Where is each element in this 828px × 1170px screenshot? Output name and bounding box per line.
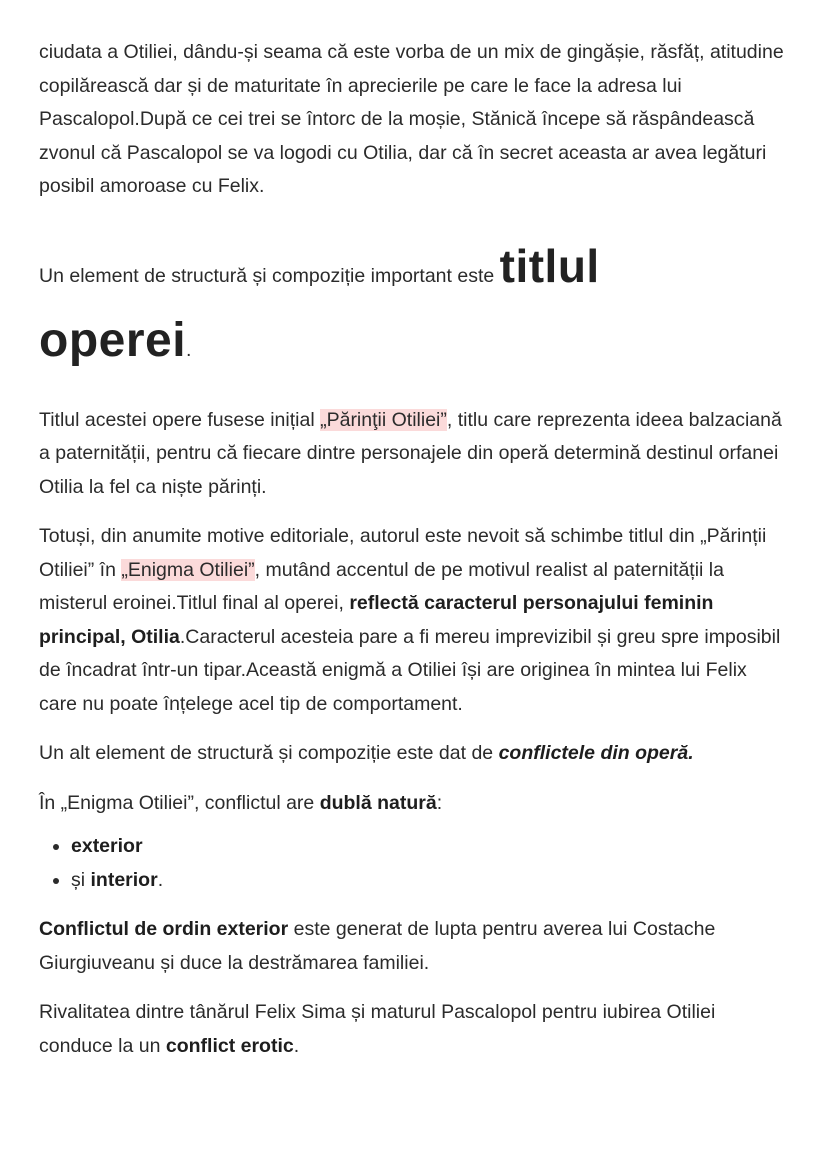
highlighted-title: „Părinţii Otiliei” [320, 408, 447, 431]
text-span: În „Enigma Otiliei”, conflictul are [39, 791, 320, 814]
text-span: și [71, 868, 91, 891]
list-item [71, 830, 788, 864]
text-span: Un alt element de structură și compoziție este dat de [39, 742, 499, 764]
text-span: Rivalitatea dintre tânărul Felix Sima și maturul Pascalopol pentru iubirea Otiliei conduce la un [39, 1001, 716, 1057]
text-span: Titlul acestei opere fusese inițial [39, 408, 321, 431]
text-span: Totuși, din anumite motive editoriale, autorul este nevoit să schimbe titlul din „Părinții Otiliei” în [39, 525, 767, 581]
heading-big-word-1: titlul [499, 239, 600, 292]
paragraph-title-origin [39, 404, 788, 505]
text-span: . [293, 1034, 300, 1057]
highlighted-title: „Enigma Otiliei” [121, 558, 255, 581]
bold-text: dublă natură [319, 791, 437, 814]
text-span: , titlu care reprezenta ideea balzaciană a paternității, pentru că fiecare dintre personajele din operă determină destinul orfanei Otilia la fel ca niște părinți. [39, 408, 782, 498]
paragraph-conflicts [39, 737, 788, 771]
bold-text: interior [90, 868, 158, 891]
bold-text: Conflictul de ordin exterior [39, 918, 289, 940]
heading-big-word-2: operei [39, 313, 187, 367]
paragraph-title-change [39, 520, 788, 721]
bold-text: conflict erotic [165, 1034, 294, 1057]
text-span: . [157, 868, 164, 891]
heading-period: . [186, 338, 192, 361]
paragraph-erotic-conflict [39, 996, 788, 1063]
paragraph-dual-nature [39, 787, 788, 821]
list-item [71, 864, 788, 898]
paragraph-intro: ciudata a Otiliei, dându-și seama că este vorba de un mix de gingășie, răsfăț, atitudine copilărească dar și de maturitate în aprecierile pe care le face la adresa lui Pascalopol.După ce cei trei se întorc de la moșie, Stănică începe să răspândească zvonul că Pascalopol se va logodi cu Otilia, dar că în secret aceasta ar avea legături posibil amoroase cu Felix. [39, 41, 784, 197]
section-heading-line1 [39, 239, 788, 298]
bold-italic-text: conflictele din operă. [498, 742, 694, 764]
paragraph-exterior-conflict [39, 913, 788, 980]
text-span: , mutând accentul de pe motivul realist al paternității la misterul eroinei.Titlul final al operei, [39, 558, 724, 614]
conflict-type-list [39, 830, 788, 897]
heading-lead-text: Un element de structură și compoziție important este [39, 264, 500, 287]
bold-text: reflectă caracterul personajului feminin principal, Otilia [39, 592, 714, 648]
text-span: : [436, 791, 443, 814]
text-span: este generat de lupta pentru averea lui Costache Giurgiuveanu și duce la destrămarea familiei. [39, 918, 716, 974]
section-heading-line2 [39, 306, 788, 376]
text-span: .Caracterul acesteia pare a fi mereu imprevizibil și greu spre imposibil de încadrat într-un tipar.Această enigmă a Otiliei își are originea în mintea lui Felix care nu poate înțelege acel tip de comportament. [39, 625, 781, 715]
bold-text: exterior [71, 835, 143, 857]
